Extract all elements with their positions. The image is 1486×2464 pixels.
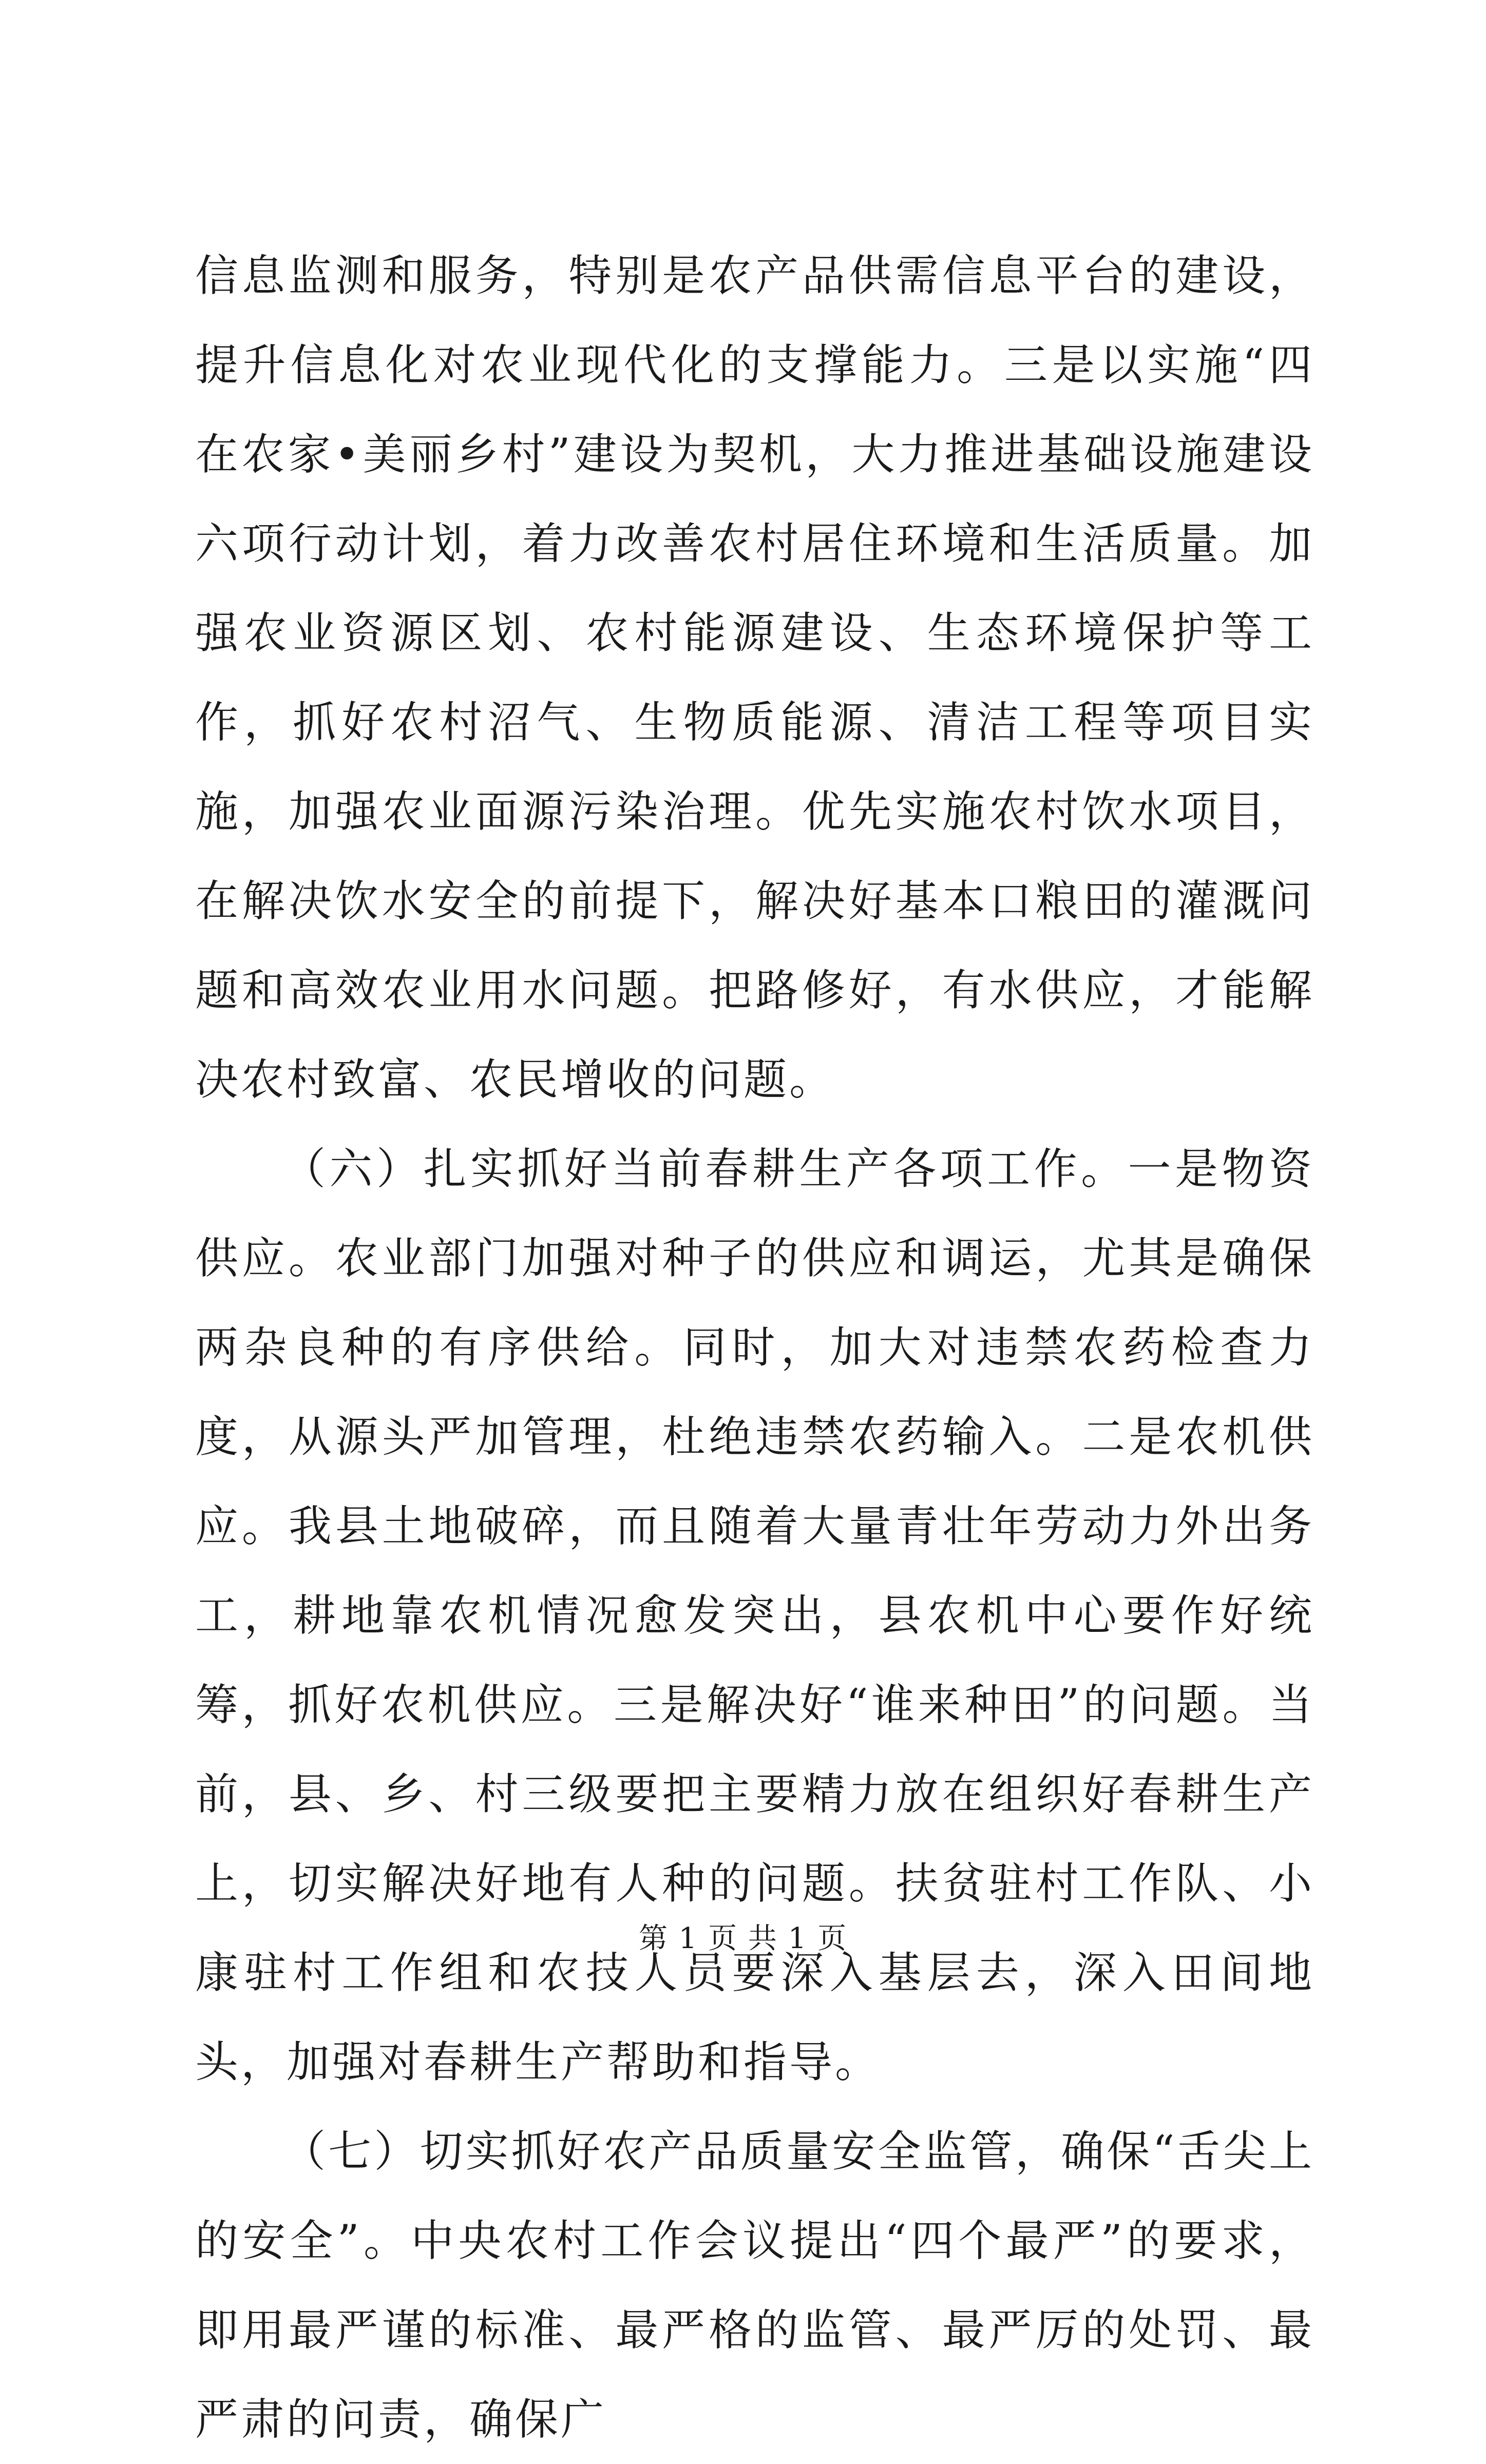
document-body (195, 231, 1314, 2464)
paragraph-section-seven: （七）切实抓好农产品质量安全监管，确保“舌尖上的安全”。中央农村工作会议提出“四个最严”的要求，即用最严谨的标准、最严格的监管、最严厉的处罚、最严肃的问责，确保广 (195, 2126, 1314, 2444)
paragraph-continuation: 信息监测和服务，特别是农产品供需信息平台的建设，提升信息化对农业现代化的支撑能力。三是以实施“四在农家•美丽乡村”建设为契机，大力推进基础设施建设六项行动计划，着力改善农村居住环境和生活质量。加强农业资源区划、农村能源建设、生态环境保护等工作，抓好农村沼气、生物质能源、清洁工程等项目实施，加强农业面源污染治理。优先实施农村饮水项目，在解决饮水安全的前提下，解决好基本口粮田的灌溉问题和高效农业用水问题。把路修好，有水供应，才能解决农村致富、农民增收的问题。 (195, 251, 1314, 1105)
paragraph-section-six: （六）扎实抓好当前春耕生产各项工作。一是物资供应。农业部门加强对种子的供应和调运，尤其是确保两杂良种的有序供给。同时，加大对违禁农药检查力度，从源头严加管理，杜绝违禁农药输入。二是农机供应。我县土地破碎，而且随着大量青壮年劳动力外出务工，耕地靠农机情况愈发突出，县农机中心要作好统筹，抓好农机供应。三是解决好“谁来种田”的问题。当前，县、乡、村三级要把主要精力放在组织好春耕生产上，切实解决好地有人种的问题。扶贫驻村工作队、小康驻村工作组和农技人员要深入基层去，深入田间地头，加强对春耕生产帮助和指导。 (195, 1144, 1314, 2087)
page-footer: 第 1 页 共 1 页 (638, 1922, 848, 1955)
